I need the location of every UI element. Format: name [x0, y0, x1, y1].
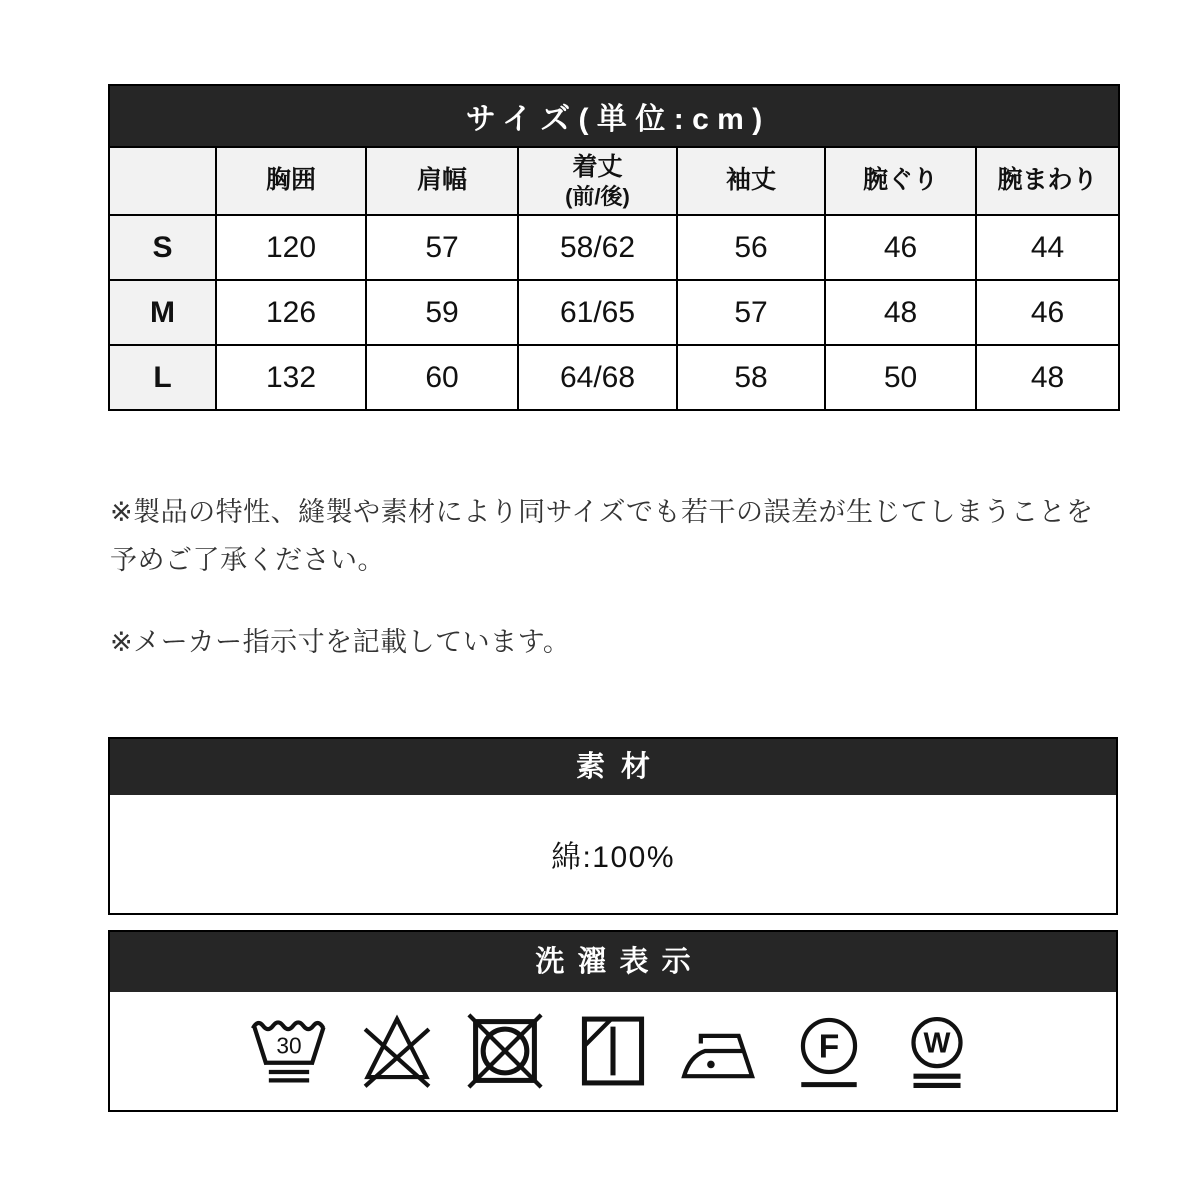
- value-cell: 60: [366, 345, 518, 410]
- size-table: [108, 84, 1120, 411]
- value-cell: 48: [825, 280, 976, 345]
- value-cell: 120: [216, 215, 366, 280]
- col-header-armhole: 腕ぐり: [825, 147, 976, 215]
- notes-section: [110, 488, 1115, 666]
- col-header-length-main: 着丈: [572, 152, 623, 181]
- laundry-section-title: 洗濯表示: [110, 932, 1116, 992]
- do-not-tumble-dry-icon: [463, 1009, 547, 1093]
- wash-temp-label: 30: [276, 1032, 302, 1059]
- size-row-s: [109, 215, 1119, 280]
- value-cell: 46: [976, 280, 1119, 345]
- laundry-section: [108, 930, 1118, 1112]
- value-cell: 59: [366, 280, 518, 345]
- size-row-l: [109, 345, 1119, 410]
- value-cell: 48: [976, 345, 1119, 410]
- material-section-title: 素材: [110, 739, 1116, 795]
- col-header-chest: 胸囲: [216, 147, 366, 215]
- col-header-length: [518, 147, 677, 215]
- corner-cell: [109, 147, 216, 215]
- line-dry-in-shade-icon: [571, 1009, 655, 1093]
- value-cell: 132: [216, 345, 366, 410]
- size-label: S: [109, 215, 216, 280]
- value-cell: 44: [976, 215, 1119, 280]
- wet-clean-w-icon: [895, 1009, 979, 1093]
- value-cell: 50: [825, 345, 976, 410]
- col-header-length-sub: (前/後): [565, 183, 630, 209]
- wet-clean-letter: W: [923, 1027, 951, 1060]
- dry-clean-f-icon: [787, 1009, 871, 1093]
- col-header-shoulder: 肩幅: [366, 147, 518, 215]
- note-size-tolerance: ※製品の特性、縫製や素材により同サイズでも若干の誤差が生じてしまうことを予めご了承ください。: [110, 497, 1094, 575]
- value-cell: 61/65: [518, 280, 677, 345]
- note-manufacturer-measurements: ※メーカー指示寸を記載しています。: [110, 627, 571, 657]
- value-cell: 126: [216, 280, 366, 345]
- size-table-title: サイズ(単位:cm): [109, 85, 1119, 147]
- wash-30-icon: [247, 1009, 331, 1093]
- col-header-sleeve: 袖丈: [677, 147, 825, 215]
- size-row-m: [109, 280, 1119, 345]
- value-cell: 58/62: [518, 215, 677, 280]
- value-cell: 56: [677, 215, 825, 280]
- iron-low-temp-icon: [679, 1009, 763, 1093]
- laundry-icons-row: [110, 992, 1116, 1110]
- col-header-arm-circumference: 腕まわり: [976, 147, 1119, 215]
- dry-clean-letter: F: [818, 1028, 840, 1066]
- material-section: [108, 737, 1118, 915]
- size-table-header-row: [109, 147, 1119, 215]
- value-cell: 57: [366, 215, 518, 280]
- material-value: 綿:100%: [550, 841, 676, 874]
- size-label: M: [109, 280, 216, 345]
- do-not-bleach-icon: [355, 1009, 439, 1093]
- size-table-title-row: [109, 85, 1119, 147]
- value-cell: 46: [825, 215, 976, 280]
- value-cell: 58: [677, 345, 825, 410]
- value-cell: 57: [677, 280, 825, 345]
- value-cell: 64/68: [518, 345, 677, 410]
- size-label: L: [109, 345, 216, 410]
